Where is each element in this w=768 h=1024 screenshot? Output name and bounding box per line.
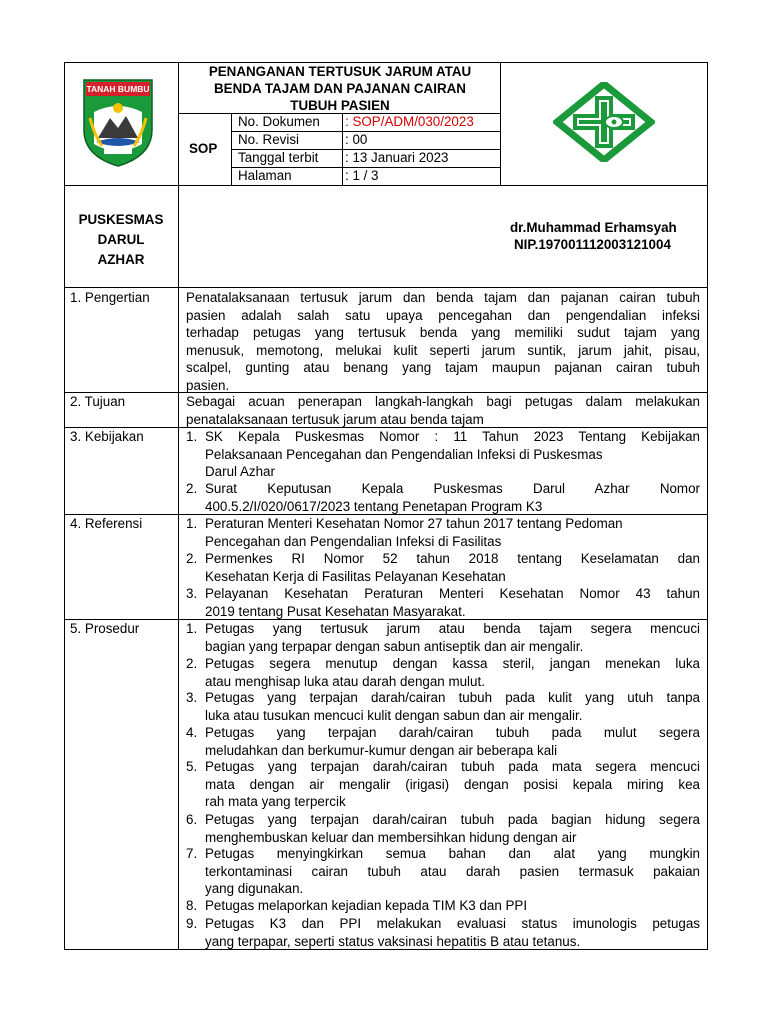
text-line: menusuk, memotong, melukai kulit seperti jarum suntik, jarum jahit, pisau, xyxy=(186,342,700,358)
text-line: Darul Azhar xyxy=(205,464,275,479)
list-item xyxy=(205,428,700,481)
text-line: menghembuskan keluar dan membersihkan hidung dengan air xyxy=(205,829,577,845)
title-line: BENDA TAJAM DAN PAJANAN CAIRAN xyxy=(214,81,466,96)
list-item xyxy=(205,845,700,898)
section-label-referensi: 4. Referensi xyxy=(70,516,143,531)
list-number: 2. xyxy=(186,551,198,566)
sop-label: SOP xyxy=(189,141,218,156)
revision-value: : 00 xyxy=(345,132,368,147)
text-line: Petugas melaporkan kejadian kepada TIM K3 dan PPI xyxy=(205,898,528,913)
list-item xyxy=(205,915,700,950)
section-label-kebijakan: 3. Kebijakan xyxy=(70,429,144,444)
text-line: rah mata yang terpercik xyxy=(205,794,346,809)
org-line: AZHAR xyxy=(97,252,145,267)
section-label-pengertian: 1. Pengertian xyxy=(70,290,150,305)
signer-nip: NIP.197001112003121004 xyxy=(514,237,671,252)
title-line: PENANGANAN TERTUSUK JARUM ATAU xyxy=(208,64,472,79)
doc-number-label: No. Dokumen xyxy=(238,114,320,129)
list-number: 8. xyxy=(186,898,198,913)
text-line: Sebagai acuan penerapan langkah-langkah bagi petugas dalam melakukan xyxy=(186,394,700,409)
page-label: Halaman xyxy=(238,168,292,183)
tujuan-text xyxy=(186,393,700,428)
list-number: 3. xyxy=(186,690,198,705)
issue-date-value: : 13 Januari 2023 xyxy=(345,150,449,165)
text-line: Penatalaksanaan tertusuk jarum dan benda tajam dan pajanan cairan tubuh xyxy=(186,290,700,305)
list-number: 9. xyxy=(186,916,198,931)
text-line: luka atau tusukan mencuci kulit dengan sabun dan air mengalir. xyxy=(205,707,583,723)
text-line: pasien. xyxy=(186,377,230,393)
pengertian-text xyxy=(186,289,700,394)
text-line: yang digunakan. xyxy=(205,881,304,896)
list-number: 6. xyxy=(186,812,198,827)
text-line: Petugas K3 dan PPI melakukan evaluasi status imunologis petugas xyxy=(205,916,700,931)
list-number: 5. xyxy=(186,759,198,774)
text-line: Petugas yang terpajan darah/cairan tubuh pada kulit yang utuh tanpa xyxy=(205,690,700,705)
issue-date-label: Tanggal terbit xyxy=(238,150,319,165)
text-line: Petugas menyingkirkan semua bahan dan alat yang mungkin xyxy=(205,846,700,861)
doc-number-value: : SOP/ADM/030/2023 xyxy=(345,114,474,129)
list-item xyxy=(205,620,700,655)
list-item xyxy=(205,811,700,846)
text-line: Petugas yang terpajan darah/cairan tubuh pada bagian hidung segera xyxy=(205,812,700,827)
text-line: 2019 tentang Pusat Kesehatan Masyarakat. xyxy=(205,603,466,619)
document-title xyxy=(180,63,500,114)
list-number: 2. xyxy=(186,481,198,496)
list-number: 1. xyxy=(186,429,198,444)
text-line: pasien adalah salah satu upaya pencegahan dan pengendalian infeksi xyxy=(186,307,700,323)
text-line: yang terpapar, seperti status vaksinasi hepatitis B atau tetanus. xyxy=(205,933,581,949)
text-line: bagian yang terpapar dengan sabun antiseptik dan air mengalir. xyxy=(205,638,584,654)
list-item xyxy=(205,585,700,620)
list-item xyxy=(205,689,700,724)
text-line: mata dengan air mengalir (irigasi) dengan posisi kepala miring kea xyxy=(205,776,700,792)
list-item xyxy=(205,897,700,915)
org-name xyxy=(64,210,178,270)
text-line: Pencegahan dan Pengendalian Infeksi di Fasilitas xyxy=(205,533,502,549)
text-line: terhadap petugas yang tertusuk benda yang memiliki sudut tajam yang xyxy=(186,325,700,340)
list-item xyxy=(205,655,700,690)
puskesmas-logo xyxy=(553,82,655,162)
text-line: SK Kepala Puskesmas Nomor : 11 Tahun 2023 Tentang Kebijakan xyxy=(205,429,700,444)
list-number: 1. xyxy=(186,621,198,636)
divider-logo-left xyxy=(178,62,179,287)
divider-header xyxy=(64,185,708,186)
page-value: : 1 / 3 xyxy=(345,168,379,183)
list-number: 7. xyxy=(186,846,198,861)
text-line: terkontaminasi cairan tubuh atau darah pasien termasuk pakaian xyxy=(205,863,700,879)
text-line: Kesehatan Kerja di Fasilitas Pelayanan Kesehatan xyxy=(205,568,506,584)
list-number: 3. xyxy=(186,586,198,601)
text-line: atau menghisap luka atau darah dengan mulut. xyxy=(205,673,485,689)
list-item xyxy=(205,724,700,759)
section-label-prosedur: 5. Prosedur xyxy=(70,621,140,636)
text-line: 400.5.2/I/020/0617/2023 tentang Penetapan Program K3 xyxy=(205,498,543,514)
text-line: Surat Keputusan Kepala Puskesmas Darul Azhar Nomor xyxy=(205,481,700,496)
text-line: Peraturan Menteri Kesehatan Nomor 27 tahun 2017 tentang Pedoman xyxy=(205,516,623,531)
text-line: Petugas yang tertusuk jarum atau benda tajam segera mencuci xyxy=(205,621,700,636)
org-line: PUSKESMAS xyxy=(78,212,164,227)
list-number: 2. xyxy=(186,656,198,671)
text-line: Pelayanan Kesehatan Peraturan Menteri Kesehatan Nomor 43 tahun xyxy=(205,586,700,601)
section-label-tujuan: 2. Tujuan xyxy=(70,394,126,409)
list-number: 4. xyxy=(186,725,198,740)
text-line: Permenkes RI Nomor 52 tahun 2018 tentang Keselamatan dan xyxy=(205,551,700,566)
list-item xyxy=(205,480,700,515)
list-item xyxy=(205,550,700,585)
text-line: meludahkan dan berkumur-kumur dengan air beberapa kali xyxy=(205,742,558,758)
org-line: DARUL xyxy=(97,232,145,247)
text-line: scalpel, gunting atau benang yang tajam maupun pajanan cairan tubuh xyxy=(186,360,700,375)
title-line: TUBUH PASIEN xyxy=(290,98,390,113)
divider-org xyxy=(64,287,708,288)
divider-logo-right xyxy=(500,62,501,186)
signer-name: dr.Muhammad Erhamsyah xyxy=(510,220,677,235)
text-line: penatalaksanaan tertusuk jarum atau benda tajam xyxy=(186,411,484,427)
text-line: Petugas yang terpajan darah/cairan tubuh pada mulut segera xyxy=(205,725,700,740)
list-item xyxy=(205,758,700,811)
list-number: 1. xyxy=(186,516,198,531)
logo-left-text: TANAH BUMBU xyxy=(86,84,150,94)
text-line: Pelaksanaan Pencegahan dan Pengendalian Infeksi di Puskesmas xyxy=(205,446,603,462)
tanah-bumbu-logo xyxy=(80,78,156,168)
list-item xyxy=(205,515,700,550)
text-line: Petugas yang terpajan darah/cairan tubuh pada mata segera mencuci xyxy=(205,759,700,774)
revision-label: No. Revisi xyxy=(238,132,300,147)
text-line: Petugas segera menutup dengan kassa steril, jangan menekan luka xyxy=(205,656,700,671)
